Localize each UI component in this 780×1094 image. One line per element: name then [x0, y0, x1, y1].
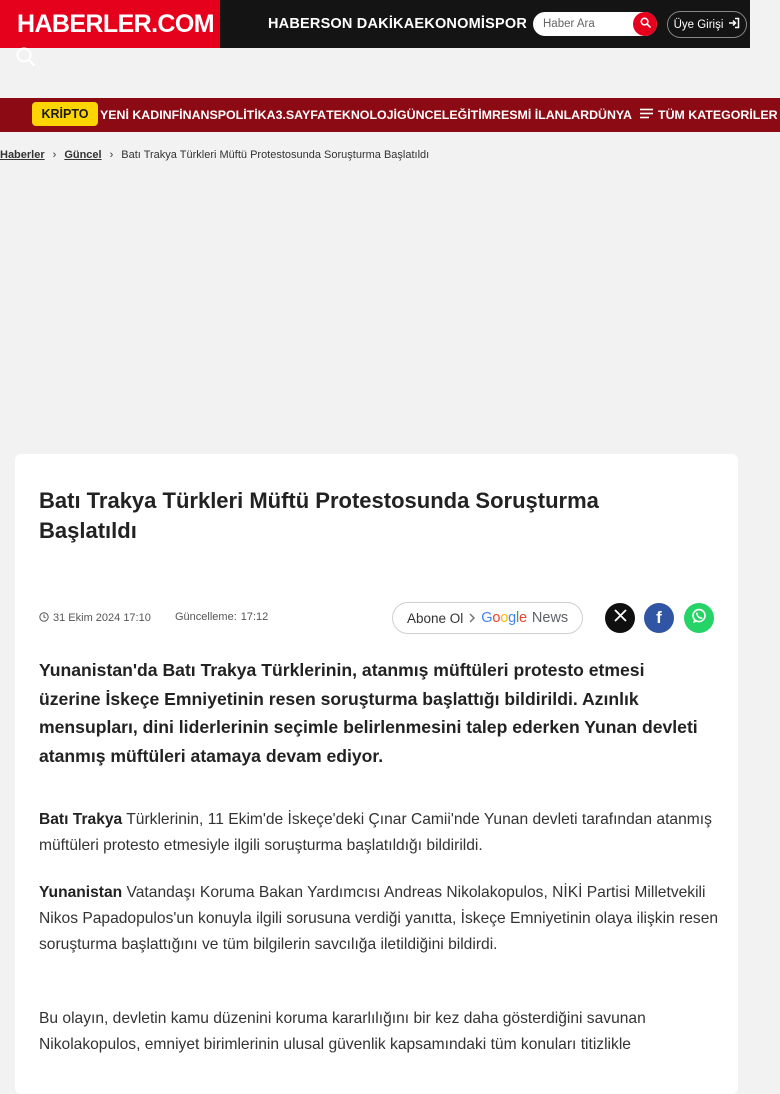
category-teknoloji[interactable]: TEKNOLOJİ — [326, 108, 397, 122]
top-nav — [268, 0, 527, 48]
category-kripto[interactable]: KRİPTO — [32, 102, 98, 126]
google-letter: g — [508, 610, 517, 626]
site-logo[interactable] — [0, 0, 220, 48]
google-letter: l — [516, 610, 520, 626]
facebook-icon: f — [656, 608, 662, 627]
whatsapp-icon — [691, 608, 707, 629]
article-paragraph — [39, 807, 729, 859]
paragraph-text: Türklerinin, 11 Ekim'de İskeçe'deki Çınar Camii'nde Yunan devleti tarafından atanmış müftüleri protesto etmesiyle ilgili soruşturma başlatıldığı bildirildi. — [39, 811, 712, 854]
chevron-right-icon: › — [52, 149, 57, 161]
google-letter: o — [500, 610, 509, 626]
paragraph-text: Bu olayın, devletin kamu düzenini koruma kararlılığını bir kez daha gösterdiğini savunan Nikolakopulos, emniyet birimlerinin ulusal güvenlik kapsamındaki tüm konuları titizlikle — [39, 1010, 646, 1053]
chevron-right-icon — [468, 611, 476, 626]
article-lead: Yunanistan'da Batı Trakya Türklerinin, atanmış müftüleri protesto etmesi üzerine İskeçe Emniyetinin resen soruşturma başlattığı bildirildi. Azınlık mensupları, dini liderlerinin seçimle belirlenmesini talep ederken Yunan devleti atanmış müftüleri atamaya devam ediyor. — [39, 660, 698, 766]
breadcrumb — [0, 146, 429, 164]
subscribe-label: Abone Ol — [407, 610, 464, 626]
category-dunya[interactable]: DÜNYA — [589, 108, 632, 122]
nav-item-son-dakika[interactable]: SON DAKİKA — [320, 16, 415, 32]
breadcrumb-section[interactable]: Güncel — [64, 149, 102, 161]
paragraph-bold-lead: Yunanistan — [39, 884, 123, 901]
nav-item-spor[interactable]: SPOR — [485, 16, 527, 32]
article-title: Batı Trakya Türkleri Müftü Protestosunda Soruşturma Başlatıldı — [39, 488, 599, 543]
category-politika[interactable]: POLİTİKA — [217, 108, 276, 122]
login-button[interactable] — [667, 11, 747, 38]
paragraph-text: Vatandaşı Koruma Bakan Yardımcısı Andreas Nikolakopulos, NİKİ Partisi Milletvekili Nikos Papadopulos'un konuyla ilgili sorusuna verdiği yanıtta, İskeçe Emniyetinin olaya ilişkin resen soruşturma başlattığını ve tüm bilgilerin savcılığa iletildiğini bildirdi. — [39, 884, 719, 953]
nav-item-haber[interactable]: HABER — [268, 16, 321, 32]
menu-icon — [640, 108, 653, 122]
updated-label: Güncelleme: — [175, 611, 237, 623]
category-egitim[interactable]: EĞİTİM — [449, 108, 493, 122]
category-bar — [0, 98, 778, 132]
all-categories-button[interactable] — [640, 98, 780, 132]
share-facebook-button[interactable] — [644, 603, 674, 633]
article-card — [15, 454, 738, 1094]
category-guncel[interactable]: GÜNCEL — [397, 108, 450, 122]
all-categories-label: TÜM KATEGORİLER — [658, 108, 778, 122]
google-letter: G — [481, 610, 493, 626]
category-3sayfa[interactable]: 3.SAYFA — [275, 108, 327, 122]
search-button[interactable] — [633, 12, 657, 36]
google-letter: o — [492, 610, 501, 626]
updated-time — [175, 611, 268, 625]
google-letter: e — [519, 610, 527, 626]
google-news-subscribe-button[interactable] — [392, 602, 583, 634]
search-icon — [640, 15, 651, 33]
chevron-right-icon: › — [109, 149, 114, 161]
login-label: Üye Girişi — [673, 18, 724, 31]
breadcrumb-home[interactable]: Haberler — [0, 149, 45, 161]
news-label: News — [531, 610, 569, 626]
share-whatsapp-button[interactable] — [684, 603, 714, 633]
login-arrow-icon — [728, 17, 740, 32]
category-finans[interactable]: FİNANS — [171, 108, 218, 122]
breadcrumb-current: Batı Trakya Türkleri Müftü Protestosunda Soruşturma Başlatıldı — [121, 149, 430, 161]
x-twitter-icon — [614, 609, 627, 627]
share-x-button[interactable] — [605, 603, 635, 633]
article-paragraph — [39, 1006, 729, 1058]
publish-date — [39, 611, 151, 625]
logo-text[interactable]: HABERLER.COM — [17, 9, 214, 38]
article-paragraph — [39, 880, 729, 958]
category-resmi-ilanlar[interactable]: RESMİ İLANLAR — [492, 108, 590, 122]
publish-date-text: 31 Ekim 2024 17:10 — [53, 612, 151, 624]
category-list — [100, 98, 640, 132]
paragraph-bold-lead: Batı Trakya — [39, 811, 123, 828]
google-logo — [481, 610, 527, 626]
mobile-search-icon[interactable] — [15, 46, 37, 68]
nav-item-ekonomi[interactable]: EKONOMİ — [414, 16, 486, 32]
clock-icon — [39, 612, 49, 625]
top-header — [0, 0, 750, 48]
category-yeni-kadin[interactable]: YENİ KADIN — [100, 108, 172, 122]
search-input[interactable] — [533, 13, 629, 35]
updated-time-text: 17:12 — [240, 611, 269, 623]
search-box — [533, 12, 657, 36]
